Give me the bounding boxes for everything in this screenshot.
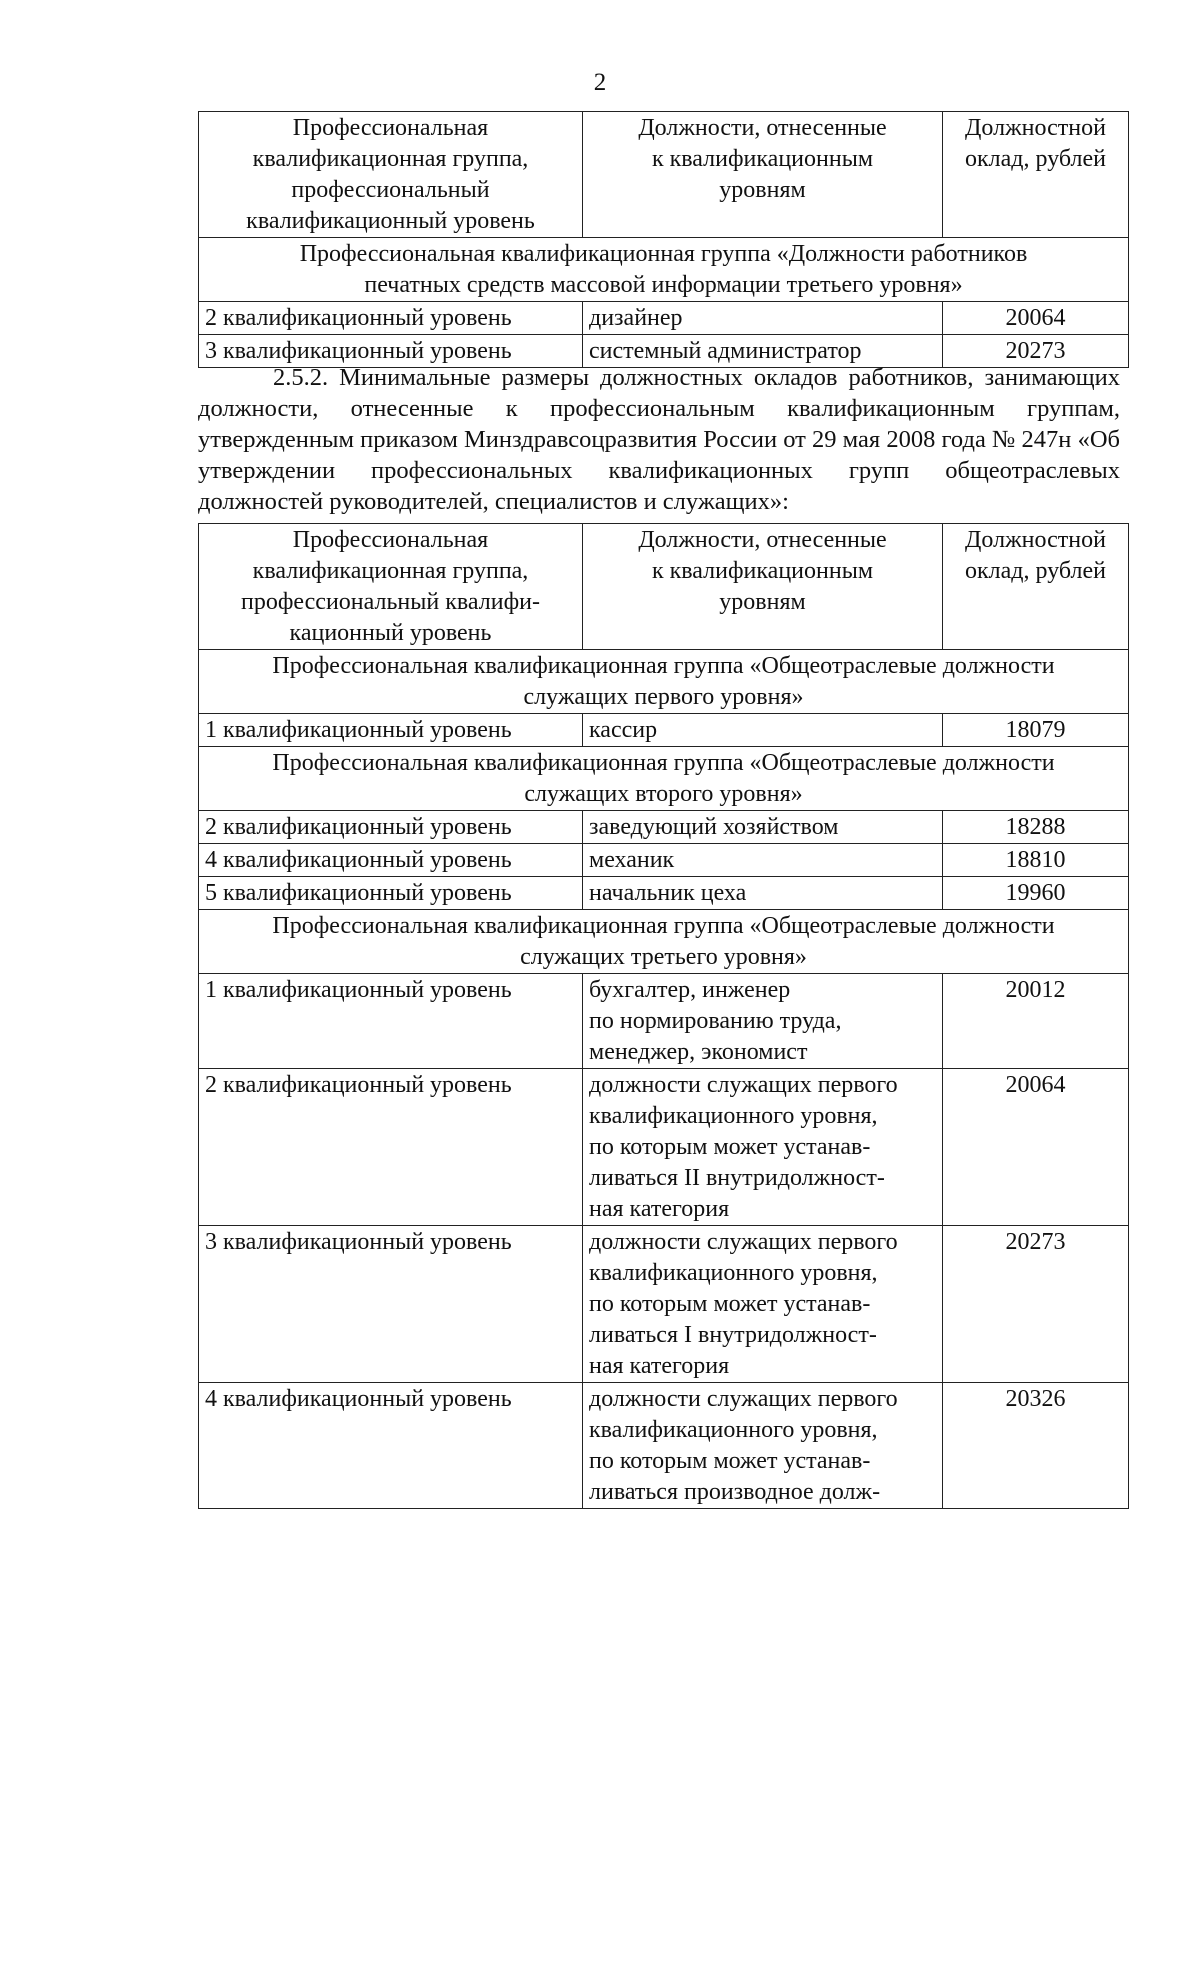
level-cell: 1 квалификационный уровень bbox=[199, 714, 583, 747]
position-cell: системный администратор bbox=[583, 335, 943, 368]
salary-cell: 18810 bbox=[943, 844, 1129, 877]
position-cell: начальник цеха bbox=[583, 877, 943, 910]
level-cell: 3 квалификационный уровень bbox=[199, 335, 583, 368]
level-cell: 1 квалификационный уровень bbox=[199, 974, 583, 1069]
salary-cell: 20273 bbox=[943, 335, 1129, 368]
salary-table-general-positions bbox=[198, 523, 1129, 1509]
group-title: Профессиональная квалификационная группа «Должности работников печатных средств массовой информации третьего уровня» bbox=[199, 238, 1129, 302]
level-cell: 2 квалификационный уровень bbox=[199, 811, 583, 844]
level-cell: 2 квалификационный уровень bbox=[199, 1069, 583, 1226]
salary-table-print-media bbox=[198, 111, 1129, 368]
header-salary: Должностной оклад, рублей bbox=[943, 524, 1129, 650]
table-row bbox=[199, 1069, 1129, 1226]
position-cell: должности служащих первого квалификационного уровня, по которым может устанав- ливаться I внутридолжност- ная категория bbox=[583, 1226, 943, 1383]
header-qualification-group: Профессиональная квалификационная группа, профессиональный квалификационный уровень bbox=[199, 112, 583, 238]
salary-cell: 20326 bbox=[943, 1383, 1129, 1509]
position-cell: должности служащих первого квалификационного уровня, по которым может устанав- ливаться II внутридолжност- ная категория bbox=[583, 1069, 943, 1226]
header-salary: Должностной оклад, рублей bbox=[943, 112, 1129, 238]
group-row bbox=[199, 238, 1129, 302]
table-row bbox=[199, 1383, 1129, 1509]
table-header-row bbox=[199, 524, 1129, 650]
group-row bbox=[199, 910, 1129, 974]
position-cell: дизайнер bbox=[583, 302, 943, 335]
salary-cell: 18079 bbox=[943, 714, 1129, 747]
salary-cell: 20064 bbox=[943, 1069, 1129, 1226]
salary-cell: 18288 bbox=[943, 811, 1129, 844]
salary-cell: 20064 bbox=[943, 302, 1129, 335]
paragraph-2-5-2: 2.5.2. Минимальные размеры должностных окладов работников, занимающих должности, отнесенные к профессиональным квалификационным группам, утвержденным приказом Минздравсоцразвития России от 29 мая 2008 года № 247н «Об утверждении профессиональных квалификационных групп общеотраслевых должностей руководителей, специалистов и служащих»: bbox=[198, 364, 1120, 515]
table-row bbox=[199, 1226, 1129, 1383]
salary-cell: 19960 bbox=[943, 877, 1129, 910]
header-positions: Должности, отнесенные к квалификационным уровням bbox=[583, 112, 943, 238]
level-cell: 4 квалификационный уровень bbox=[199, 844, 583, 877]
position-cell: кассир bbox=[583, 714, 943, 747]
position-cell: механик bbox=[583, 844, 943, 877]
group-row bbox=[199, 650, 1129, 714]
salary-cell: 20273 bbox=[943, 1226, 1129, 1383]
group-title: Профессиональная квалификационная группа «Общеотраслевые должности служащих первого уровня» bbox=[199, 650, 1129, 714]
table-row bbox=[199, 302, 1129, 335]
group-title: Профессиональная квалификационная группа «Общеотраслевые должности служащих второго уровня» bbox=[199, 747, 1129, 811]
level-cell: 2 квалификационный уровень bbox=[199, 302, 583, 335]
table-row bbox=[199, 844, 1129, 877]
position-cell: бухгалтер, инженер по нормированию труда, менеджер, экономист bbox=[583, 974, 943, 1069]
table-row bbox=[199, 714, 1129, 747]
position-cell: заведующий хозяйством bbox=[583, 811, 943, 844]
position-cell: должности служащих первого квалификационного уровня, по которым может устанав- ливаться производное долж- bbox=[583, 1383, 943, 1509]
page-number: 2 bbox=[593, 69, 607, 96]
header-qualification-group: Профессиональная квалификационная группа, профессиональный квалифи- кационный уровень bbox=[199, 524, 583, 650]
group-title: Профессиональная квалификационная группа «Общеотраслевые должности служащих третьего уровня» bbox=[199, 910, 1129, 974]
table-header-row bbox=[199, 112, 1129, 238]
table-row bbox=[199, 974, 1129, 1069]
level-cell: 4 квалификационный уровень bbox=[199, 1383, 583, 1509]
level-cell: 3 квалификационный уровень bbox=[199, 1226, 583, 1383]
header-positions: Должности, отнесенные к квалификационным уровням bbox=[583, 524, 943, 650]
table-row bbox=[199, 811, 1129, 844]
salary-cell: 20012 bbox=[943, 974, 1129, 1069]
group-row bbox=[199, 747, 1129, 811]
level-cell: 5 квалификационный уровень bbox=[199, 877, 583, 910]
table-row bbox=[199, 877, 1129, 910]
